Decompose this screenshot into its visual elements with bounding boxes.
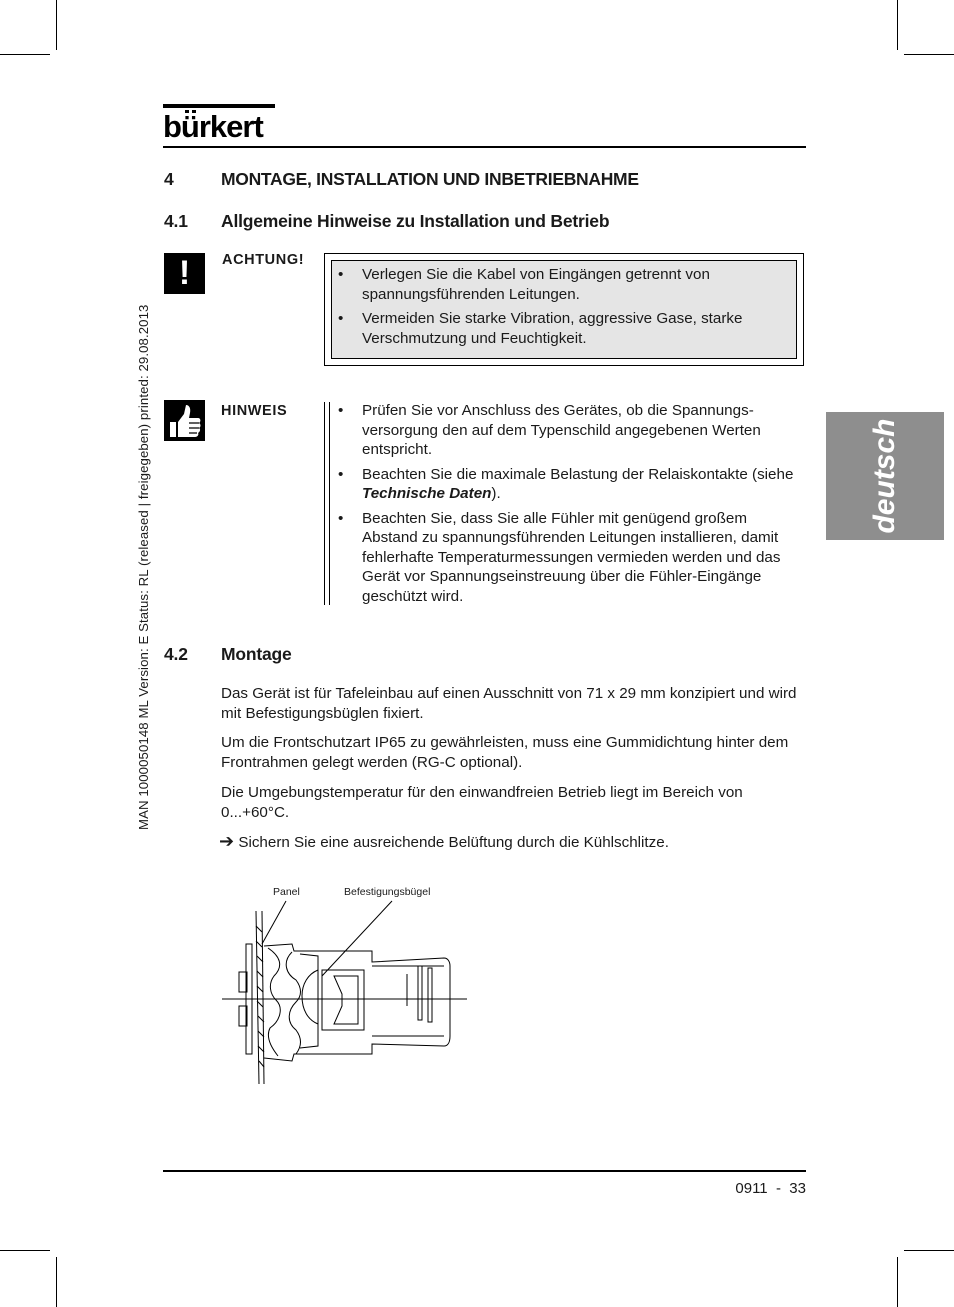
- burkert-logo: [163, 104, 275, 140]
- instruction: [219, 832, 799, 853]
- figure-label-panel: Panel: [273, 886, 300, 898]
- exclamation-icon: !: [164, 253, 205, 294]
- paragraph: Die Umgebungstemperatur für den einwandfreien Betrieb liegt im Bereich von 0...+60°C.: [221, 784, 743, 821]
- subsection-title: Montage: [221, 644, 292, 664]
- warning-box: [324, 253, 804, 366]
- hint-bar: [324, 402, 330, 605]
- hint-list: [332, 401, 806, 606]
- warning-label: ACHTUNG!: [222, 252, 305, 268]
- crop-mark: [0, 54, 50, 55]
- paragraph: Um die Frontschutzart IP65 zu gewährleisten, muss eine Gummidichtung hinter dem Frontrahmen gelegt werden (RG-C optional).: [221, 734, 789, 771]
- hint-item: • Prüfen Sie vor Anschluss des Gerätes, ob die Spannungsversorgung den auf dem Typenschild angegebenen Werten entspricht.: [332, 401, 806, 460]
- hint-item-text: ).: [491, 485, 501, 502]
- document-meta-side: MAN 1000050148 ML Version: E Status: RL (released | freigegeben) printed: 29.08.2013: [136, 304, 151, 830]
- footer-rule: [163, 1170, 806, 1172]
- logo-text: bürkert: [163, 109, 263, 140]
- warning-item: • Vermeiden Sie starke Vibration, aggressive Gase, starke Verschmutzung und Feuchtigkeit.: [332, 309, 782, 348]
- hint-content: [332, 401, 806, 611]
- page-number: 0911 - 33: [735, 1180, 806, 1197]
- instruction-text: Sichern Sie eine ausreichende Belüftung durch die Kühlschlitze.: [238, 834, 669, 851]
- crop-mark: [897, 1257, 898, 1307]
- section-title: MONTAGE, INSTALLATION UND INBETRIEBNAHME: [221, 169, 639, 189]
- hint-label: HINWEIS: [221, 403, 288, 419]
- section-number: 4: [164, 169, 174, 189]
- language-tab-label: deutsch: [868, 418, 901, 534]
- technische-daten-link[interactable]: Technische Daten: [362, 485, 492, 502]
- thumbs-up-icon: [164, 400, 205, 441]
- subsection-number: 4.2: [164, 644, 188, 664]
- crop-mark: [0, 1250, 50, 1251]
- subsection-title: Allgemeine Hinweise zu Installation und Betrieb: [221, 211, 610, 231]
- warning-item: • Verlegen Sie die Kabel von Eingängen getrennt von spannungsführenden Leitungen.: [332, 265, 782, 304]
- header-rule: [163, 146, 806, 148]
- warning-list: [332, 261, 796, 348]
- crop-mark: [56, 0, 57, 50]
- arrow-right-icon: ➔: [219, 831, 235, 851]
- crop-mark: [897, 0, 898, 50]
- hint-item: [332, 465, 806, 504]
- hint-item-text: Beachten Sie die maximale Belastung der Relaiskontakte (siehe: [362, 465, 794, 483]
- crop-mark: [904, 1250, 954, 1251]
- crop-mark: [56, 1257, 57, 1307]
- language-tab: [826, 412, 944, 540]
- subsection-number: 4.1: [164, 211, 188, 231]
- hint-item: • Beachten Sie, dass Sie alle Fühler mit genügend großem Abstand zu spannungsführenden Leitungen installieren, damit fehlerhafte Temperaturmessungen vermieden werden und das Gerät vor Spannungseinstreuung über die Fühler-Eingänge geschützt wird.: [332, 509, 806, 607]
- warning-box-inner: [331, 260, 797, 359]
- figure-label-bracket: Befestigungsbügel: [344, 886, 431, 898]
- paragraph: Das Gerät ist für Tafeleinbau auf einen Ausschnitt von 71 x 29 mm konzipiert und wird mit Befestigungsbüglen fixiert.: [221, 685, 797, 722]
- mounting-figure: [222, 896, 467, 1086]
- crop-mark: [904, 54, 954, 55]
